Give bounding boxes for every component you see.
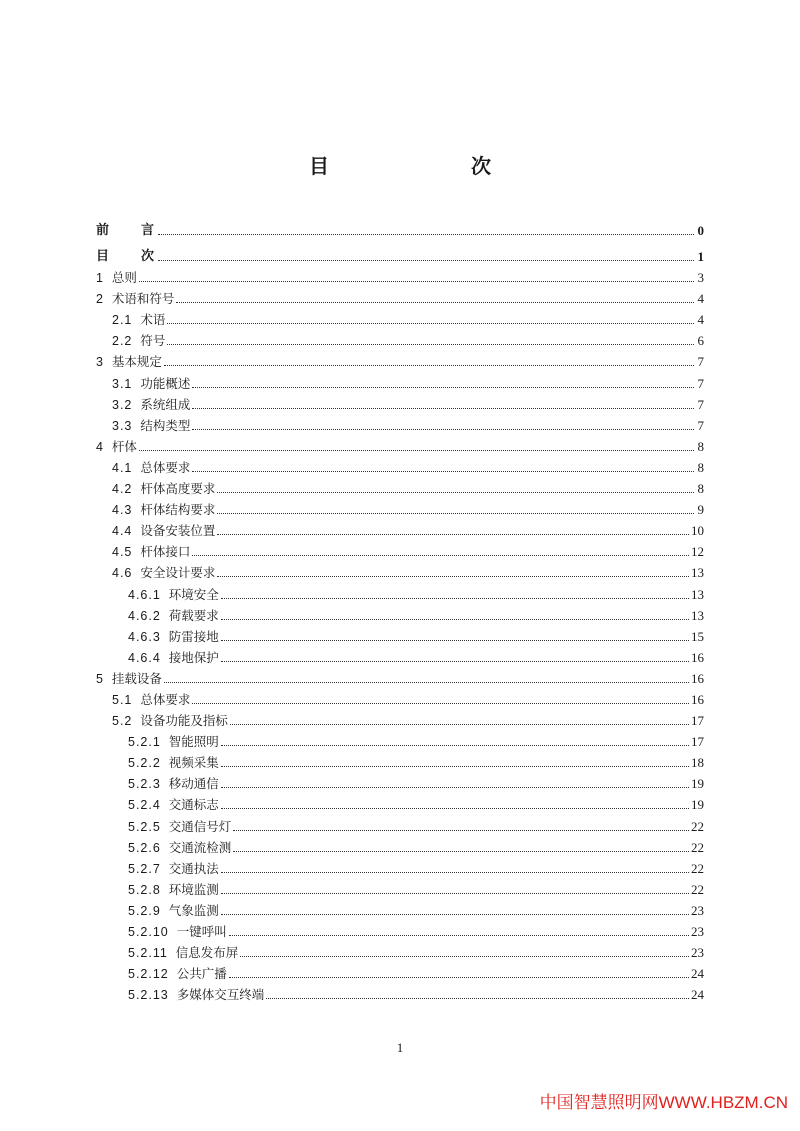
toc-leader-dots bbox=[221, 913, 689, 915]
toc-entry-number: 5.2.5 bbox=[128, 819, 161, 834]
toc-leader-dots bbox=[221, 618, 689, 620]
toc-leader-dots bbox=[221, 660, 689, 662]
toc-leader-dots bbox=[139, 280, 694, 282]
toc-entry-page: 15 bbox=[691, 628, 704, 644]
toc-entry-label bbox=[128, 882, 219, 898]
toc-entry-number: 4.6.1 bbox=[128, 587, 161, 602]
toc-entry[interactable] bbox=[96, 560, 704, 581]
toc-entry-page: 13 bbox=[691, 607, 704, 623]
toc-entry[interactable] bbox=[96, 476, 704, 497]
toc-entry-number: 4.6.2 bbox=[128, 608, 161, 623]
toc-entry-title: 智能照明 bbox=[168, 734, 219, 750]
toc-entry-label bbox=[112, 713, 228, 729]
toc-entry[interactable] bbox=[96, 497, 704, 518]
toc-entry-number: 5.2.2 bbox=[128, 756, 161, 771]
toc-entry[interactable] bbox=[96, 813, 704, 834]
toc-entry-title: 术语和符号 bbox=[111, 291, 175, 307]
toc-entry-label bbox=[128, 776, 219, 792]
toc-entry-page: 19 bbox=[691, 776, 704, 792]
toc-entry[interactable] bbox=[96, 919, 704, 940]
toc-leader-dots bbox=[158, 259, 694, 261]
toc-leader-dots bbox=[266, 997, 689, 999]
toc-entry-page: 6 bbox=[697, 333, 704, 349]
toc-leader-dots bbox=[221, 892, 689, 894]
toc-entry-number: 4.3 bbox=[112, 503, 133, 518]
toc-entry-page: 24 bbox=[691, 987, 704, 1003]
toc-entry-number: 2 bbox=[96, 292, 104, 307]
toc-entry-number: 5.2.11 bbox=[128, 946, 168, 961]
toc-entry[interactable] bbox=[96, 982, 704, 1003]
toc-leader-dots bbox=[167, 343, 694, 345]
toc-entry-title: 接地保护 bbox=[168, 649, 219, 665]
toc-entry-page: 7 bbox=[697, 375, 704, 391]
toc-entry-title: 目 次 bbox=[96, 249, 157, 264]
toc-leader-dots bbox=[192, 470, 694, 472]
toc-entry[interactable] bbox=[96, 434, 704, 455]
toc-entry-title: 功能概述 bbox=[140, 375, 191, 391]
toc-entry-number: 4.6 bbox=[112, 566, 133, 581]
toc-entry-label bbox=[112, 312, 165, 328]
toc-entry-label bbox=[96, 270, 137, 286]
toc-entry-number: 5.2.3 bbox=[128, 777, 161, 792]
toc-entry-title: 交通标志 bbox=[168, 797, 219, 813]
toc-leader-dots bbox=[139, 449, 694, 451]
toc-entry-page: 10 bbox=[691, 523, 704, 539]
toc-entry-label bbox=[128, 755, 219, 771]
toc-entry[interactable] bbox=[96, 370, 704, 391]
toc-entry-label bbox=[128, 587, 219, 603]
toc-entry-page: 23 bbox=[691, 902, 704, 918]
toc-entry-page: 4 bbox=[697, 291, 704, 307]
toc-leader-dots bbox=[192, 407, 694, 409]
toc-entry-label bbox=[128, 629, 219, 645]
toc-entry-number: 5.2.9 bbox=[128, 903, 161, 918]
page-title: 目 次 bbox=[309, 154, 525, 178]
toc-entry-page: 7 bbox=[697, 354, 704, 370]
toc-entry-title: 视频采集 bbox=[168, 755, 219, 771]
toc-entry-label bbox=[128, 819, 231, 835]
toc-entry-label bbox=[128, 861, 219, 877]
toc-entry-number: 4.6.4 bbox=[128, 650, 161, 665]
toc-entry-number: 4.1 bbox=[112, 460, 133, 475]
toc-entry[interactable] bbox=[96, 687, 704, 708]
toc-entry-number: 3.3 bbox=[112, 418, 133, 433]
toc-entry-title: 杆体高度要求 bbox=[140, 481, 216, 497]
toc-entry[interactable] bbox=[96, 729, 704, 750]
toc-entry-number: 3.2 bbox=[112, 397, 133, 412]
toc-entry[interactable] bbox=[96, 750, 704, 771]
toc-entry-label bbox=[128, 840, 231, 856]
toc-entry-page: 16 bbox=[691, 649, 704, 665]
toc-entry[interactable] bbox=[96, 286, 704, 307]
toc-entry-page: 22 bbox=[691, 881, 704, 897]
toc-entry[interactable] bbox=[96, 666, 704, 687]
toc-entry[interactable] bbox=[96, 835, 704, 856]
toc-leader-dots bbox=[164, 364, 694, 366]
toc-entry-title: 交通信号灯 bbox=[168, 818, 232, 834]
toc-entry-label bbox=[112, 418, 190, 434]
toc-entry-number: 4 bbox=[96, 439, 104, 454]
toc-entry-page: 24 bbox=[691, 966, 704, 982]
toc-leader-dots bbox=[221, 597, 689, 599]
toc-entry[interactable] bbox=[96, 898, 704, 919]
toc-entry[interactable] bbox=[96, 539, 704, 560]
toc-entry-page: 1 bbox=[697, 249, 704, 264]
toc-entry-label bbox=[128, 966, 227, 982]
toc-entry-title: 安全设计要求 bbox=[140, 565, 216, 581]
toc-entry-number: 2.2 bbox=[112, 334, 133, 349]
toc-entry-label bbox=[112, 544, 190, 560]
toc-entry-title: 荷载要求 bbox=[168, 607, 219, 623]
toc-entry[interactable] bbox=[96, 413, 704, 434]
toc-entry-label bbox=[128, 734, 219, 750]
toc-leader-dots bbox=[192, 386, 694, 388]
toc-entry-page: 4 bbox=[697, 312, 704, 328]
toc-entry[interactable] bbox=[96, 708, 704, 729]
toc-entry-page: 22 bbox=[691, 860, 704, 876]
watermark: 中国智慧照明网WWW.HBZM.CN bbox=[539, 1093, 788, 1112]
toc-entry-title: 一键呼叫 bbox=[176, 924, 227, 939]
toc-entry[interactable] bbox=[96, 645, 704, 666]
toc-entry[interactable] bbox=[96, 771, 704, 792]
toc-entry-title: 符号 bbox=[140, 333, 166, 349]
toc-entry-page: 13 bbox=[691, 586, 704, 602]
toc-entry-page: 17 bbox=[691, 734, 704, 750]
toc-leader-dots bbox=[240, 955, 689, 957]
toc-entry[interactable] bbox=[96, 455, 704, 476]
toc-leader-dots bbox=[233, 850, 689, 852]
toc-entry-page: 7 bbox=[697, 417, 704, 433]
toc-entry[interactable] bbox=[96, 213, 704, 239]
toc-entry-title: 前 言 bbox=[96, 223, 157, 238]
toc-entry-label bbox=[128, 650, 219, 666]
toc-entry-label bbox=[128, 797, 219, 813]
toc-entry-label bbox=[96, 223, 156, 239]
toc-entry-page: 22 bbox=[691, 839, 704, 855]
toc-entry-page: 16 bbox=[691, 670, 704, 686]
toc-entry[interactable] bbox=[96, 581, 704, 602]
toc-entry-title: 系统组成 bbox=[140, 396, 191, 412]
toc-leader-dots bbox=[230, 723, 689, 725]
toc-entry-number: 2.1 bbox=[112, 313, 133, 328]
toc-entry-title: 基本规定 bbox=[111, 354, 162, 370]
toc-entry-title: 设备功能及指标 bbox=[140, 713, 228, 729]
toc-leader-dots bbox=[217, 512, 694, 514]
toc-leader-dots bbox=[221, 744, 689, 746]
toc-entry-label bbox=[112, 481, 215, 497]
page-number: 1 bbox=[396, 1040, 404, 1055]
toc-leader-dots bbox=[158, 233, 694, 235]
toc-entry-title: 公共广播 bbox=[176, 966, 227, 982]
toc-entry-title: 设备安装位置 bbox=[140, 523, 216, 539]
toc-entry-label bbox=[112, 523, 215, 539]
toc-entry[interactable] bbox=[96, 792, 704, 813]
toc-entry-title: 总体要求 bbox=[140, 691, 191, 707]
toc-entry-page: 8 bbox=[697, 438, 704, 454]
toc-entry-label bbox=[112, 692, 190, 708]
toc-entry-title: 交通执法 bbox=[168, 860, 219, 876]
toc-entry-label bbox=[96, 249, 156, 265]
toc-entry-label bbox=[112, 502, 215, 518]
toc-entry-label bbox=[112, 397, 190, 413]
toc-entry-number: 5.2.1 bbox=[128, 735, 161, 750]
toc-entry[interactable] bbox=[96, 349, 704, 370]
toc-entry-page: 3 bbox=[697, 270, 704, 286]
toc-entry-title: 术语 bbox=[140, 312, 166, 328]
toc-leader-dots bbox=[229, 976, 689, 978]
toc-entry-title: 挂载设备 bbox=[111, 670, 162, 686]
toc-entry[interactable] bbox=[96, 265, 704, 286]
toc-entry-label bbox=[128, 945, 238, 961]
toc-entry-page: 12 bbox=[691, 544, 704, 560]
toc-leader-dots bbox=[229, 934, 689, 936]
toc-entry-page: 18 bbox=[691, 755, 704, 771]
toc-entry[interactable] bbox=[96, 239, 704, 265]
toc-entry-number: 4.2 bbox=[112, 482, 133, 497]
toc-leader-dots bbox=[217, 575, 689, 577]
toc-entry-number: 5 bbox=[96, 671, 104, 686]
toc-entry-label bbox=[128, 924, 227, 940]
toc-entry-page: 23 bbox=[691, 924, 704, 939]
toc-entry-number: 4.4 bbox=[112, 524, 133, 539]
toc-entry-page: 22 bbox=[691, 818, 704, 834]
toc-entry-number: 3 bbox=[96, 355, 104, 370]
toc-entry-number: 5.2.13 bbox=[128, 988, 169, 1003]
toc-entry-title: 杆体结构要求 bbox=[140, 502, 216, 518]
toc-entry-label bbox=[128, 608, 219, 624]
toc-entry-number: 5.2.12 bbox=[128, 967, 169, 982]
toc-entry-number: 4.6.3 bbox=[128, 629, 161, 644]
toc-entry-number: 5.1 bbox=[112, 692, 133, 707]
toc-leader-dots bbox=[217, 533, 689, 535]
toc-entry-page: 8 bbox=[697, 481, 704, 497]
toc-leader-dots bbox=[192, 554, 689, 556]
toc-entry-page: 17 bbox=[691, 713, 704, 729]
toc-entry-page: 0 bbox=[697, 223, 704, 238]
toc-entry-title: 杆体 bbox=[111, 438, 137, 454]
toc-entry-title: 交通流检测 bbox=[168, 839, 232, 855]
toc-entry-title: 结构类型 bbox=[140, 417, 191, 433]
toc-leader-dots bbox=[164, 681, 689, 683]
toc-entry[interactable] bbox=[96, 624, 704, 645]
toc-entry-label bbox=[128, 987, 264, 1003]
toc-leader-dots bbox=[167, 322, 694, 324]
toc-entry-page: 23 bbox=[691, 945, 704, 961]
toc-entry-page: 8 bbox=[697, 459, 704, 475]
toc-entry[interactable] bbox=[96, 518, 704, 539]
toc-entry[interactable] bbox=[96, 328, 704, 349]
table-of-contents bbox=[96, 213, 704, 1003]
toc-entry-title: 信息发布屏 bbox=[175, 945, 239, 961]
toc-entry-number: 4.5 bbox=[112, 545, 133, 560]
toc-entry-number: 3.1 bbox=[112, 376, 133, 391]
toc-entry-title: 总则 bbox=[111, 270, 137, 286]
toc-leader-dots bbox=[176, 301, 694, 303]
toc-entry-label bbox=[112, 460, 190, 476]
toc-entry-label bbox=[112, 565, 215, 581]
toc-leader-dots bbox=[192, 702, 689, 704]
toc-leader-dots bbox=[221, 786, 689, 788]
toc-entry[interactable] bbox=[96, 392, 704, 413]
toc-leader-dots bbox=[217, 491, 694, 493]
toc-entry-page: 16 bbox=[691, 691, 704, 707]
toc-entry-label bbox=[96, 354, 162, 370]
toc-entry-title: 杆体接口 bbox=[140, 544, 191, 560]
toc-entry-label bbox=[96, 291, 174, 307]
toc-entry-page: 19 bbox=[691, 797, 704, 813]
toc-entry-number: 5.2 bbox=[112, 714, 133, 729]
toc-entry-label bbox=[96, 439, 137, 455]
toc-leader-dots bbox=[221, 765, 689, 767]
toc-leader-dots bbox=[192, 428, 694, 430]
toc-entry-title: 移动通信 bbox=[168, 776, 219, 792]
toc-entry[interactable] bbox=[96, 940, 704, 961]
toc-entry-page: 13 bbox=[691, 565, 704, 581]
toc-entry-title: 气象监测 bbox=[168, 902, 219, 918]
toc-entry-title: 多媒体交互终端 bbox=[176, 987, 265, 1003]
toc-entry-number: 5.2.6 bbox=[128, 840, 161, 855]
toc-entry-title: 总体要求 bbox=[140, 459, 191, 475]
toc-entry-title: 环境安全 bbox=[168, 586, 219, 602]
toc-entry-number: 1 bbox=[96, 271, 104, 286]
toc-entry[interactable] bbox=[96, 961, 704, 982]
toc-leader-dots bbox=[233, 829, 689, 831]
toc-entry-title: 防雷接地 bbox=[168, 628, 219, 644]
toc-entry-number: 5.2.7 bbox=[128, 861, 161, 876]
toc-entry-label bbox=[112, 333, 165, 349]
toc-entry-number: 5.2.4 bbox=[128, 798, 161, 813]
toc-entry[interactable] bbox=[96, 877, 704, 898]
toc-entry-page: 9 bbox=[697, 502, 704, 518]
toc-entry-label bbox=[128, 903, 219, 919]
toc-entry[interactable] bbox=[96, 856, 704, 877]
toc-leader-dots bbox=[221, 639, 689, 641]
toc-entry[interactable] bbox=[96, 307, 704, 328]
toc-entry-title: 环境监测 bbox=[168, 881, 219, 897]
toc-entry[interactable] bbox=[96, 603, 704, 624]
toc-entry-label bbox=[96, 671, 162, 687]
toc-entry-number: 5.2.8 bbox=[128, 882, 161, 897]
toc-leader-dots bbox=[221, 807, 689, 809]
toc-entry-page: 7 bbox=[697, 396, 704, 412]
toc-entry-number: 5.2.10 bbox=[128, 925, 169, 939]
toc-entry-label bbox=[112, 376, 190, 392]
toc-leader-dots bbox=[221, 871, 689, 873]
